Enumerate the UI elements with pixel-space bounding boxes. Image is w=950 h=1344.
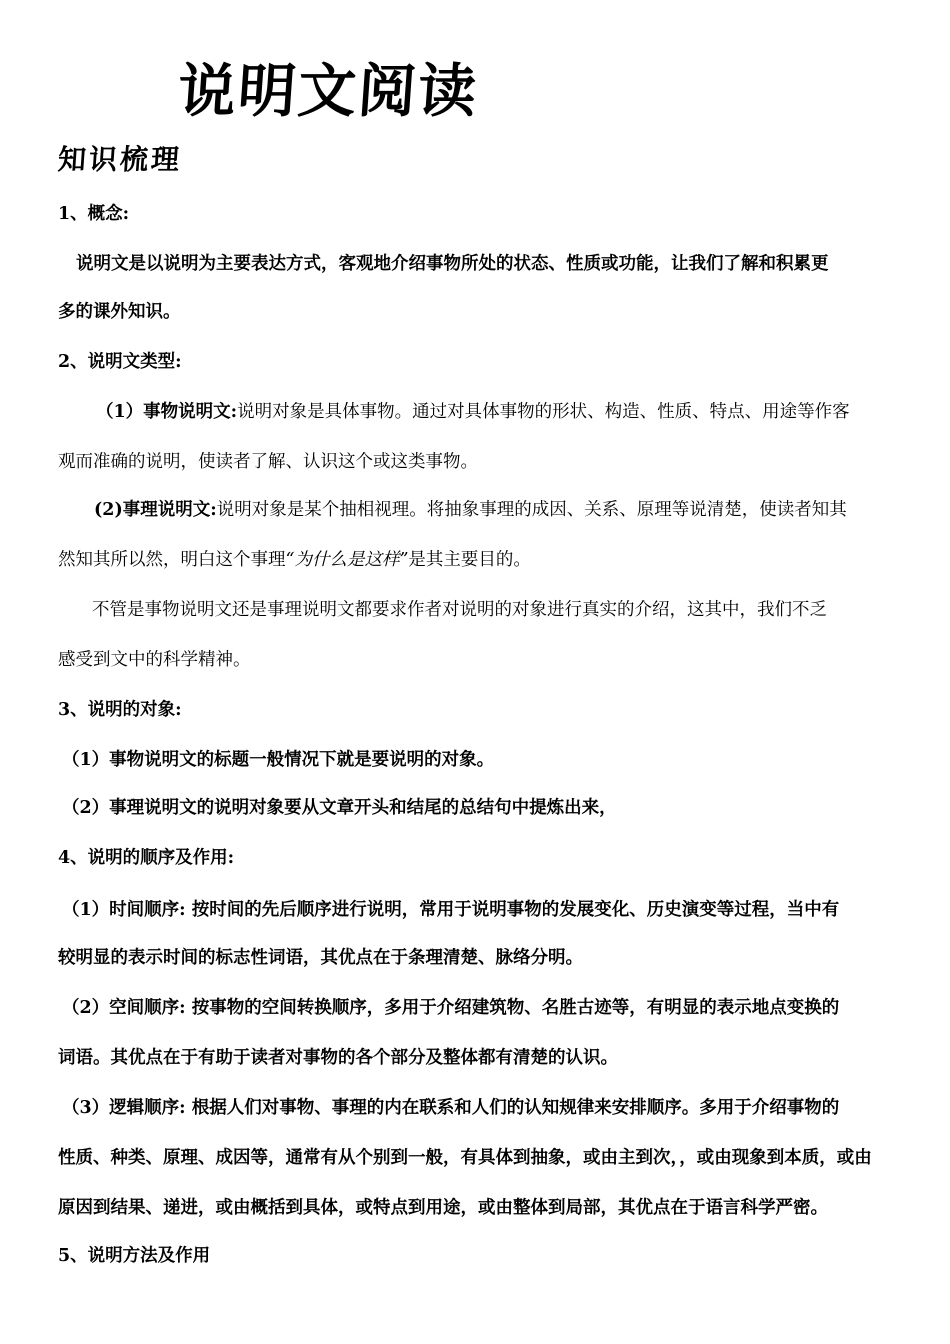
type-2-text-a: 然知其所以然，明白这个事理: [58, 550, 286, 570]
heading-types: 2、说明文类型:: [58, 352, 182, 372]
heading-objects: 3、说明的对象:: [58, 700, 182, 720]
type-2-line-1: [94, 498, 896, 522]
heading-concept: 1、概念:: [58, 204, 130, 224]
order-2-line-1: （2）空间顺序: 按事物的空间转换顺序，多用于介绍建筑物、名胜古迹等，有明显的表示地点变换的: [62, 998, 840, 1018]
order-1-line-2: 较明显的表示时间的标志性词语，其优点在于条理清楚、脉络分明。: [58, 948, 583, 968]
type-2-text: 说明对象是某个抽相视理。将抽象事理的成因、关系、原理等说清楚，使读者知其: [216, 500, 847, 520]
order-3-line-2: 性质、种类、原理、成因等，通常有从个别到一般，有具体到抽象，或由主到次，，或由现象到本质，或由: [58, 1148, 872, 1168]
types-note-line-1: 不管是事物说明文还是事理说明文都要求作者对说明的对象进行真实的介绍，这其中，我们不乏: [92, 600, 827, 620]
type-2-label: (2)事理说明文:: [94, 500, 217, 520]
order-3-line-1: （3）逻辑顺序: 根据人们对事物、事理的内在联系和人们的认知规律来安排顺序。多用于介绍事物的: [62, 1098, 840, 1118]
type-1-label: （1）事物说明文:: [96, 402, 238, 422]
document-title: 说明文阅读: [175, 57, 481, 125]
types-note-line-2: 感受到文中的科学精神。: [58, 650, 251, 670]
type-1-line-2: 观而准确的说明，使读者了解、认识这个或这类事物。: [58, 452, 478, 472]
heading-order: 4、说明的顺序及作用:: [58, 848, 235, 868]
concept-line-1: 说明文是以说明为主要表达方式，客观地介绍事物所处的状态、性质或功能，让我们了解和积累更: [76, 254, 829, 274]
type-1-line-1: [96, 400, 896, 424]
section-subtitle: 知识梳理: [56, 143, 184, 176]
type-2-line-2: [58, 548, 896, 572]
object-item-2: （2）事理说明文的说明对象要从文章开头和结尾的总结句中提炼出来，: [62, 798, 617, 818]
type-2-quote: “为什么是这样”: [285, 550, 409, 570]
heading-methods: 5、说明方法及作用: [58, 1246, 211, 1266]
type-1-text: 说明对象是具体事物。通过对具体事物的形状、构造、性质、特点、用途等作客: [237, 402, 850, 422]
type-2-text-b: 是其主要目的。: [408, 550, 531, 570]
order-2-line-2: 词语。其优点在于有助于读者对事物的各个部分及整体都有清楚的认识。: [58, 1048, 618, 1068]
object-item-1: （1）事物说明文的标题一般情况下就是要说明的对象。: [62, 750, 495, 770]
order-1-line-1: （1）时间顺序: 按时间的先后顺序进行说明，常用于说明事物的发展变化、历史演变等过程，当中有: [62, 900, 840, 920]
order-3-line-3: 原因到结果、递进，或由概括到具体，或特点到用途，或由整体到局部，其优点在于语言科学严密。: [58, 1198, 828, 1218]
concept-line-2: 多的课外知识。: [58, 302, 181, 322]
